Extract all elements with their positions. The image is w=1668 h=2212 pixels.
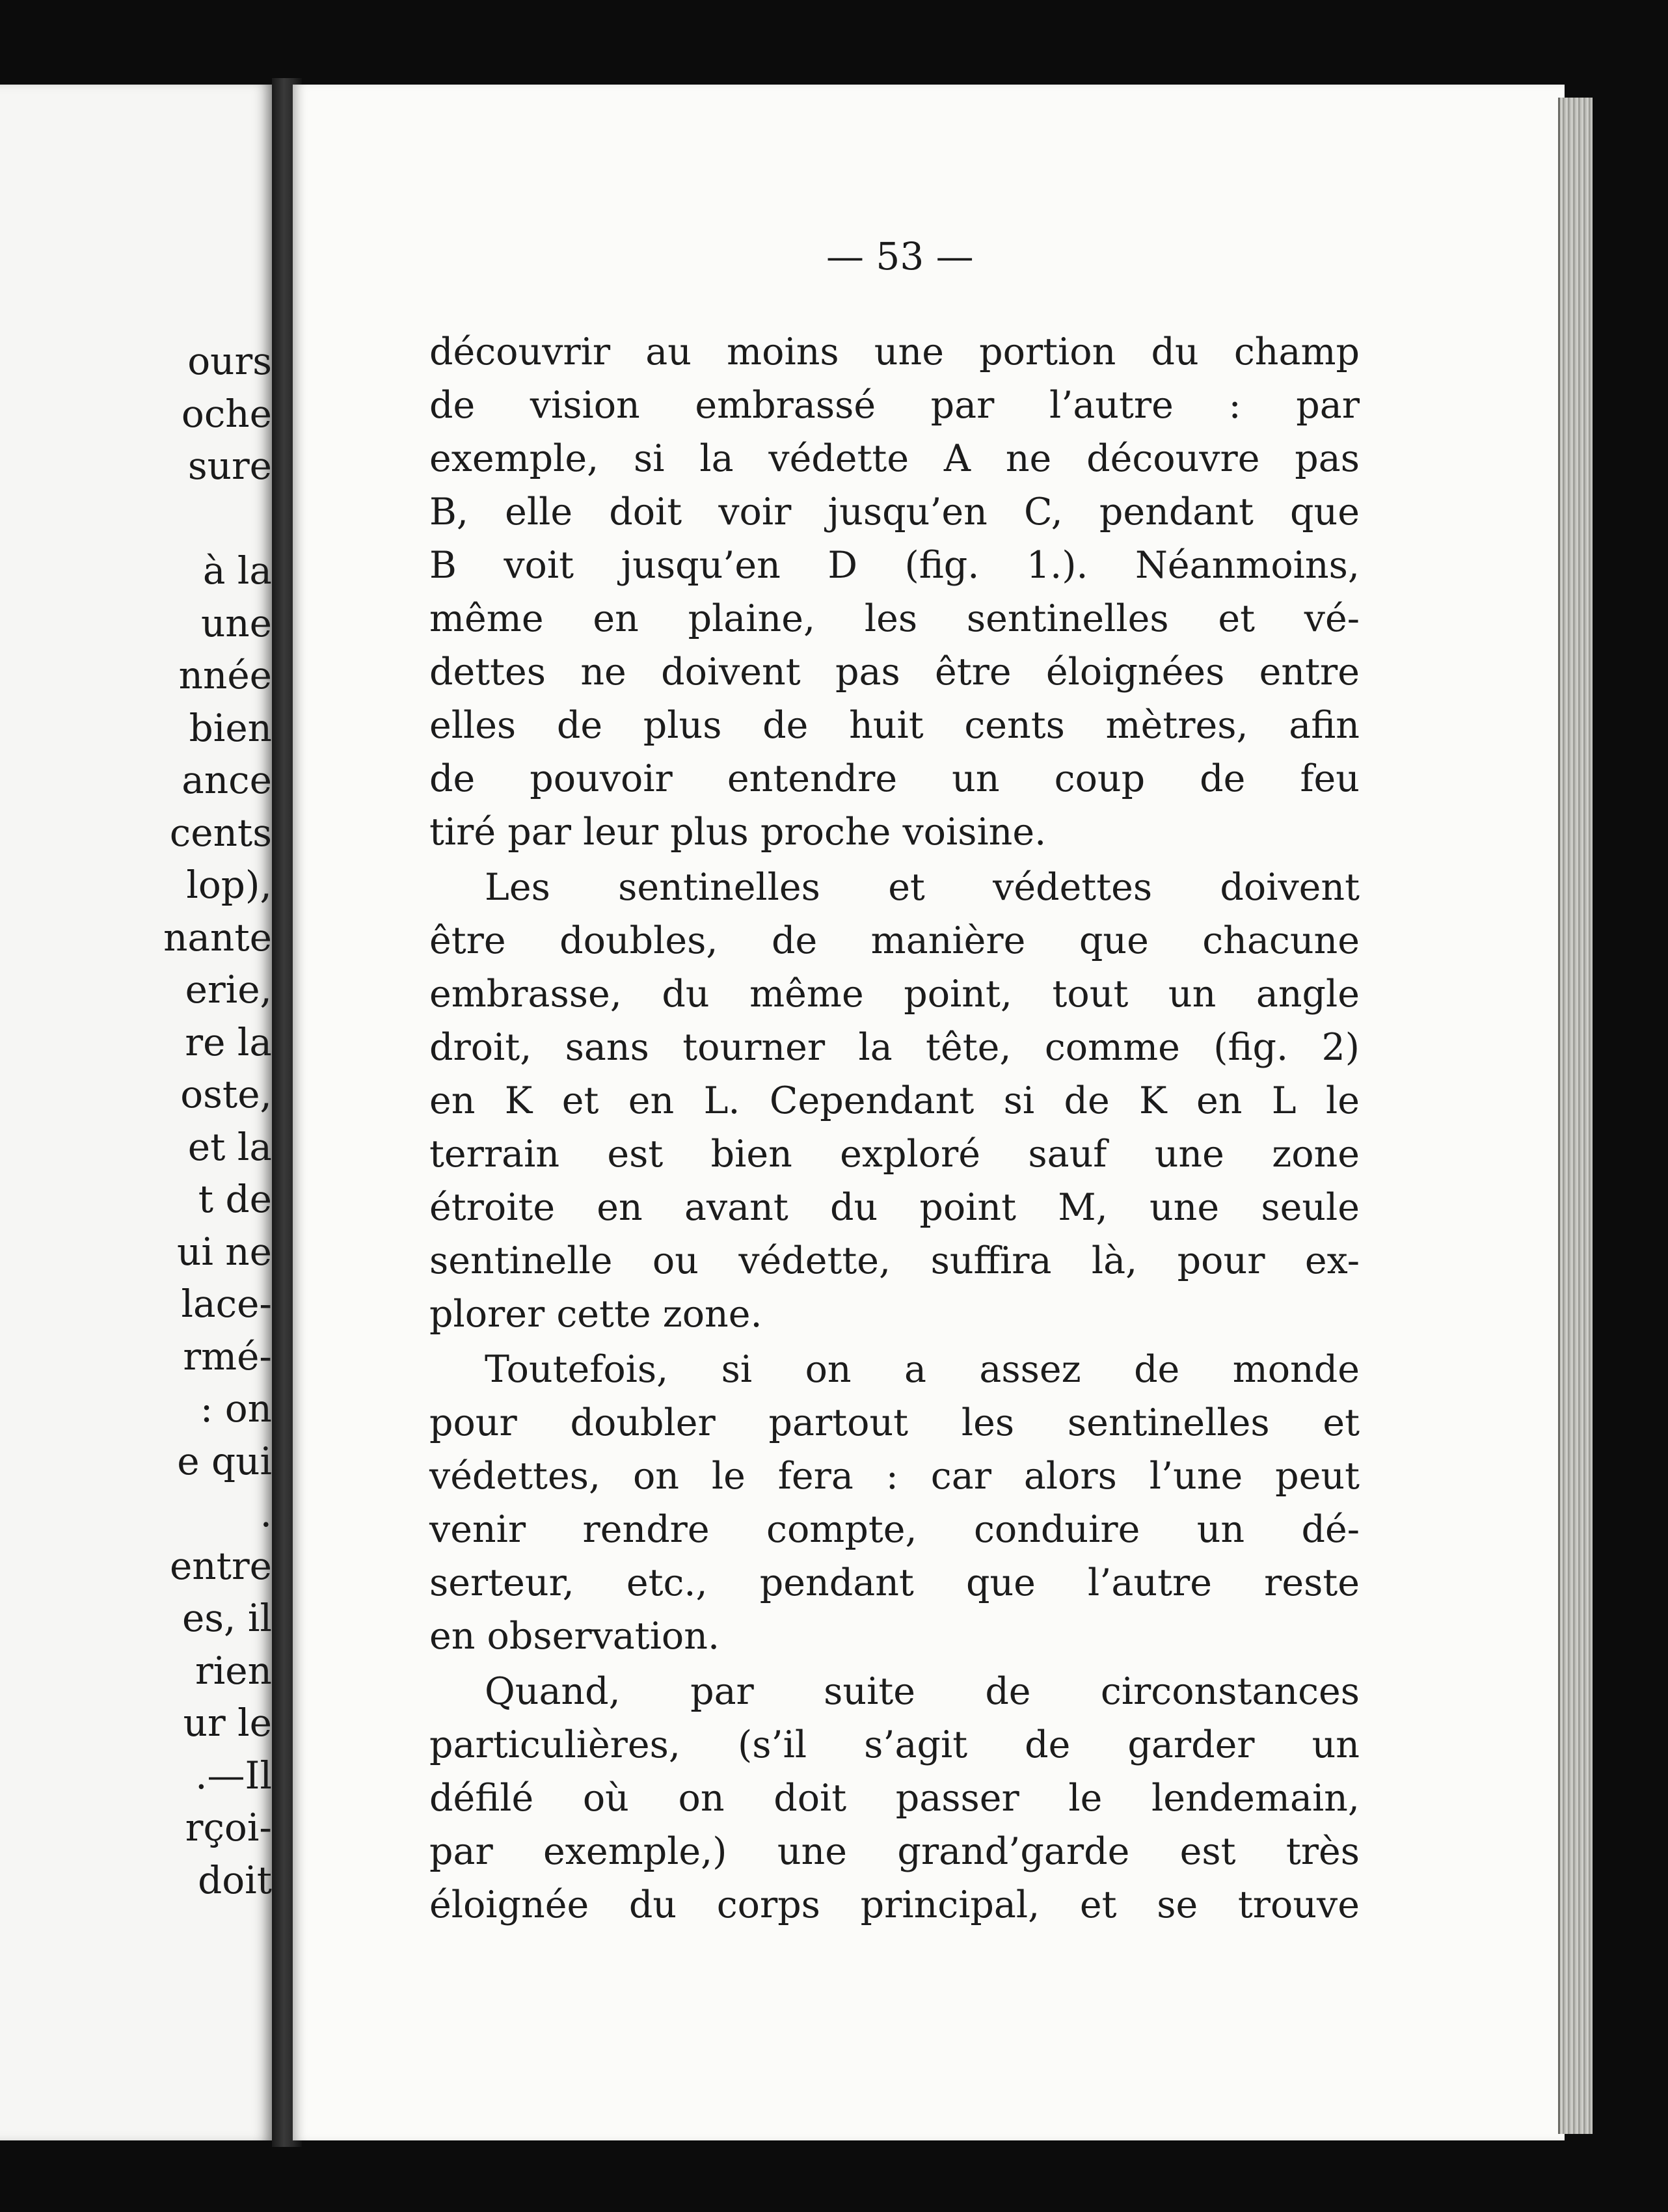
- text-line: dettes ne doivent pas être éloignées entre: [429, 651, 1360, 694]
- text-line: venir rendre compte, conduire un dé-: [429, 1508, 1360, 1551]
- text-line: pour doubler partout les sentinelles et: [429, 1401, 1360, 1444]
- text-line: droit, sans tourner la tête, comme (fig. 2): [429, 1026, 1360, 1069]
- text-line: particulières, (s’il s’agit de garder un: [429, 1723, 1360, 1766]
- page-stack-edge: [1558, 98, 1593, 2134]
- text-line: védettes, on le fera : car alors l’une peut: [429, 1455, 1360, 1498]
- text-line: embrasse, du même point, tout un angle: [429, 973, 1360, 1016]
- text-line: Les sentinelles et védettes doivent: [485, 866, 1360, 909]
- text-line: Quand, par suite de circonstances: [485, 1670, 1360, 1713]
- left-page-fragment: sure: [187, 444, 272, 488]
- text-line: étroite en avant du point M, une seule: [429, 1186, 1360, 1229]
- page-number: — 53 —: [826, 234, 974, 278]
- left-page-fragment: lace-: [181, 1282, 272, 1326]
- left-page-fragment: oche: [181, 391, 272, 436]
- text-line: découvrir au moins une portion du champ: [429, 330, 1360, 373]
- text-line: plorer cette zone.: [429, 1293, 762, 1336]
- left-page-fragment: oste,: [180, 1072, 272, 1116]
- left-page-text-fragments: [7, 335, 272, 1906]
- left-page-fragment: rmé-: [183, 1334, 272, 1379]
- left-page-fragment: nante: [163, 915, 272, 960]
- left-page-fragment: ur le: [183, 1701, 272, 1745]
- left-page-fragment: lop),: [186, 863, 272, 907]
- text-line: serteur, etc., pendant que l’autre reste: [429, 1561, 1360, 1604]
- left-page-fragment: : on: [200, 1386, 272, 1431]
- left-page-fragment: e qui: [177, 1438, 272, 1483]
- text-line: tiré par leur plus proche voisine.: [429, 811, 1047, 854]
- left-page-fragment: t de: [198, 1177, 272, 1221]
- left-page-fragment: .: [260, 1491, 272, 1535]
- left-page-fragment: bien: [189, 705, 272, 750]
- text-line: de vision embrassé par l’autre : par: [429, 384, 1360, 427]
- left-page-fragment: rien: [195, 1648, 272, 1693]
- left-facing-page: [0, 85, 272, 2140]
- left-page-fragment: .—Il: [195, 1753, 272, 1798]
- left-page-fragment: ance: [182, 758, 272, 802]
- text-line: elles de plus de huit cents mètres, afin: [429, 704, 1360, 747]
- left-page-fragment: erie,: [185, 967, 272, 1012]
- text-line: exemple, si la védette A ne découvre pas: [429, 437, 1360, 480]
- left-page-fragment: es, il: [182, 1596, 272, 1640]
- left-page-fragment: cents: [169, 810, 272, 855]
- left-page-fragment: [163, 492, 272, 545]
- text-line: B voit jusqu’en D (fig. 1.). Néanmoins,: [429, 544, 1360, 587]
- text-line: sentinelle ou védette, suffira là, pour ex-: [429, 1239, 1360, 1282]
- text-line: éloignée du corps principal, et se trouve: [429, 1883, 1360, 1926]
- left-page-fragment: entre: [169, 1543, 272, 1588]
- left-page-fragment: rçoi-: [185, 1805, 272, 1850]
- text-line: B, elle doit voir jusqu’en C, pendant que: [429, 491, 1360, 533]
- text-line: en K et en L. Cependant si de K en L le: [429, 1079, 1360, 1122]
- body-text: [429, 325, 1360, 1932]
- text-line: défilé où on doit passer le lendemain,: [429, 1777, 1360, 1820]
- text-line: en observation.: [429, 1615, 720, 1658]
- text-line: terrain est bien exploré sauf une zone: [429, 1133, 1360, 1176]
- left-page-fragment: re la: [185, 1019, 272, 1064]
- left-page-fragment: nnée: [178, 653, 272, 697]
- text-line: de pouvoir entendre un coup de feu: [429, 757, 1360, 800]
- text-line: par exemple,) une grand’garde est très: [429, 1830, 1360, 1873]
- text-line: même en plaine, les sentinelles et vé-: [429, 597, 1360, 640]
- left-page-fragment: doit: [198, 1857, 272, 1902]
- text-line: Toutefois, si on a assez de monde: [485, 1348, 1360, 1391]
- left-page-fragment: à la: [202, 548, 272, 593]
- left-page-fragment: et la: [187, 1124, 272, 1169]
- left-page-fragment: une: [200, 600, 272, 645]
- left-page-fragment: ui ne: [176, 1229, 272, 1274]
- text-line: être doubles, de manière que chacune: [429, 919, 1360, 962]
- left-page-fragment: ours: [187, 339, 272, 383]
